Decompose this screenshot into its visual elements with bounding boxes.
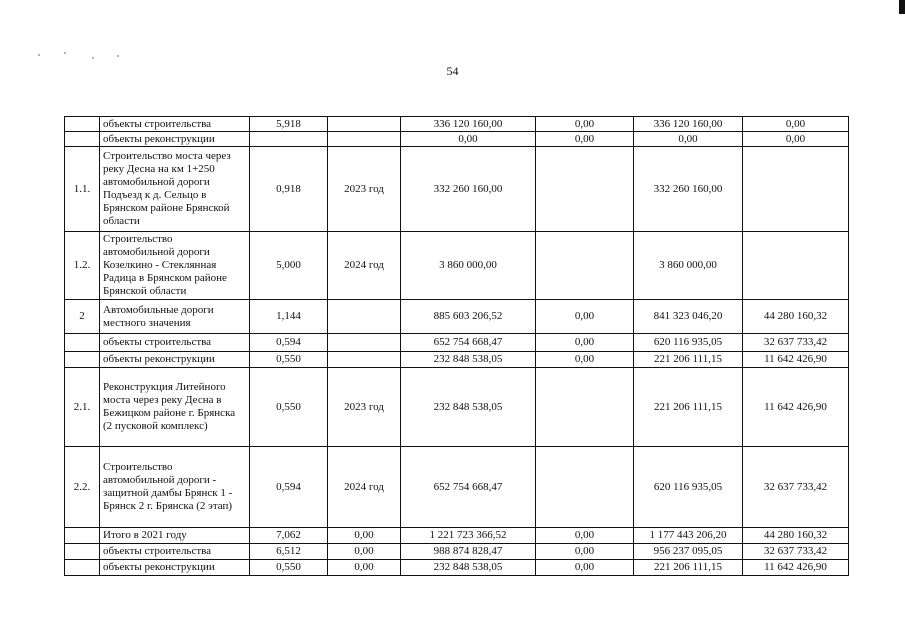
regional-amount-cell: 221 206 111,15 [634,368,743,447]
federal-amount-cell: 0,00 [536,352,634,368]
table-body [65,117,849,576]
table-row [65,368,849,447]
object-name-cell: объекты реконструкции [100,352,250,368]
row-number-cell: 2 [65,300,100,334]
federal-amount-cell [536,147,634,232]
year-cell [328,352,401,368]
regional-amount-cell: 0,00 [634,132,743,147]
row-number-cell: 1.2. [65,232,100,300]
row-number-cell: 2.2. [65,447,100,528]
total-amount-cell: 652 754 668,47 [401,447,536,528]
length-km-cell: 1,144 [250,300,328,334]
table-row [65,528,849,544]
table-row [65,334,849,352]
row-number-cell [65,544,100,560]
local-amount-cell: 11 642 426,90 [743,368,849,447]
total-amount-cell: 652 754 668,47 [401,334,536,352]
year-cell: 2023 год [328,147,401,232]
object-name-cell: Строительство автомобильной дороги - защитной дамбы Брянск 1 - Брянск 2 г. Брянска (2 этап) [100,447,250,528]
table-row [65,232,849,300]
scan-speck [64,52,66,54]
year-cell [328,132,401,147]
object-name-cell: Итого в 2021 году [100,528,250,544]
local-amount-cell: 0,00 [743,132,849,147]
total-amount-cell: 885 603 206,52 [401,300,536,334]
object-name-cell: объекты строительства [100,544,250,560]
regional-amount-cell: 221 206 111,15 [634,352,743,368]
local-amount-cell: 11 642 426,90 [743,352,849,368]
row-number-cell: 2.1. [65,368,100,447]
year-cell: 2023 год [328,368,401,447]
object-name-cell: объекты реконструкции [100,132,250,147]
scan-speck [38,54,40,56]
table-row [65,447,849,528]
federal-amount-cell: 0,00 [536,334,634,352]
year-cell: 2024 год [328,232,401,300]
local-amount-cell: 0,00 [743,117,849,132]
table-row [65,300,849,334]
federal-amount-cell [536,368,634,447]
year-cell: 2024 год [328,447,401,528]
year-cell: 0,00 [328,528,401,544]
total-amount-cell: 232 848 538,05 [401,368,536,447]
federal-amount-cell: 0,00 [536,132,634,147]
regional-amount-cell: 620 116 935,05 [634,447,743,528]
length-km-cell: 5,000 [250,232,328,300]
row-number-cell [65,352,100,368]
table-row [65,132,849,147]
year-cell: 0,00 [328,544,401,560]
regional-amount-cell: 3 860 000,00 [634,232,743,300]
federal-amount-cell: 0,00 [536,560,634,576]
regional-amount-cell: 841 323 046,20 [634,300,743,334]
length-km-cell: 0,550 [250,560,328,576]
regional-amount-cell: 332 260 160,00 [634,147,743,232]
local-amount-cell [743,147,849,232]
object-name-cell: Строительство моста через реку Десна на км 1+250 автомобильной дороги Подъезд к д. Сельцо в Брянском районе Брянской области [100,147,250,232]
table-row [65,352,849,368]
year-cell [328,334,401,352]
object-name-cell: объекты реконструкции [100,560,250,576]
federal-amount-cell: 0,00 [536,300,634,334]
local-amount-cell: 32 637 733,42 [743,334,849,352]
table-row [65,147,849,232]
row-number-cell: 1.1. [65,147,100,232]
regional-amount-cell: 221 206 111,15 [634,560,743,576]
year-cell [328,117,401,132]
total-amount-cell: 332 260 160,00 [401,147,536,232]
year-cell: 0,00 [328,560,401,576]
local-amount-cell: 32 637 733,42 [743,544,849,560]
local-amount-cell: 11 642 426,90 [743,560,849,576]
object-name-cell: Реконструкция Литейного моста через реку Десна в Бежицком районе г. Брянска (2 пусковой комплекс) [100,368,250,447]
table-row [65,544,849,560]
federal-amount-cell [536,447,634,528]
page-edge-mark [899,0,905,14]
length-km-cell [250,132,328,147]
year-cell [328,300,401,334]
total-amount-cell: 1 221 723 366,52 [401,528,536,544]
total-amount-cell: 988 874 828,47 [401,544,536,560]
object-name-cell: Строительство автомобильной дороги Козелкино - Стеклянная Радица в Брянском районе Брянской области [100,232,250,300]
object-name-cell: объекты строительства [100,334,250,352]
total-amount-cell: 0,00 [401,132,536,147]
federal-amount-cell [536,232,634,300]
length-km-cell: 0,594 [250,447,328,528]
table-row [65,117,849,132]
regional-amount-cell: 956 237 095,05 [634,544,743,560]
object-name-cell: объекты строительства [100,117,250,132]
row-number-cell [65,334,100,352]
scan-speck [117,55,119,57]
total-amount-cell: 3 860 000,00 [401,232,536,300]
row-number-cell [65,132,100,147]
federal-amount-cell: 0,00 [536,117,634,132]
local-amount-cell: 44 280 160,32 [743,300,849,334]
regional-amount-cell: 620 116 935,05 [634,334,743,352]
row-number-cell [65,528,100,544]
length-km-cell: 0,918 [250,147,328,232]
table-row [65,560,849,576]
local-amount-cell: 44 280 160,32 [743,528,849,544]
total-amount-cell: 232 848 538,05 [401,560,536,576]
object-name-cell: Автомобильные дороги местного значения [100,300,250,334]
regional-amount-cell: 1 177 443 206,20 [634,528,743,544]
federal-amount-cell: 0,00 [536,544,634,560]
total-amount-cell: 336 120 160,00 [401,117,536,132]
federal-amount-cell: 0,00 [536,528,634,544]
page-number: 54 [446,64,459,78]
length-km-cell: 0,550 [250,352,328,368]
row-number-cell [65,560,100,576]
length-km-cell: 5,918 [250,117,328,132]
length-km-cell: 7,062 [250,528,328,544]
regional-amount-cell: 336 120 160,00 [634,117,743,132]
local-amount-cell [743,232,849,300]
length-km-cell: 0,594 [250,334,328,352]
row-number-cell [65,117,100,132]
local-amount-cell: 32 637 733,42 [743,447,849,528]
length-km-cell: 6,512 [250,544,328,560]
total-amount-cell: 232 848 538,05 [401,352,536,368]
scan-speck [92,57,94,59]
length-km-cell: 0,550 [250,368,328,447]
road-objects-table [64,116,849,576]
